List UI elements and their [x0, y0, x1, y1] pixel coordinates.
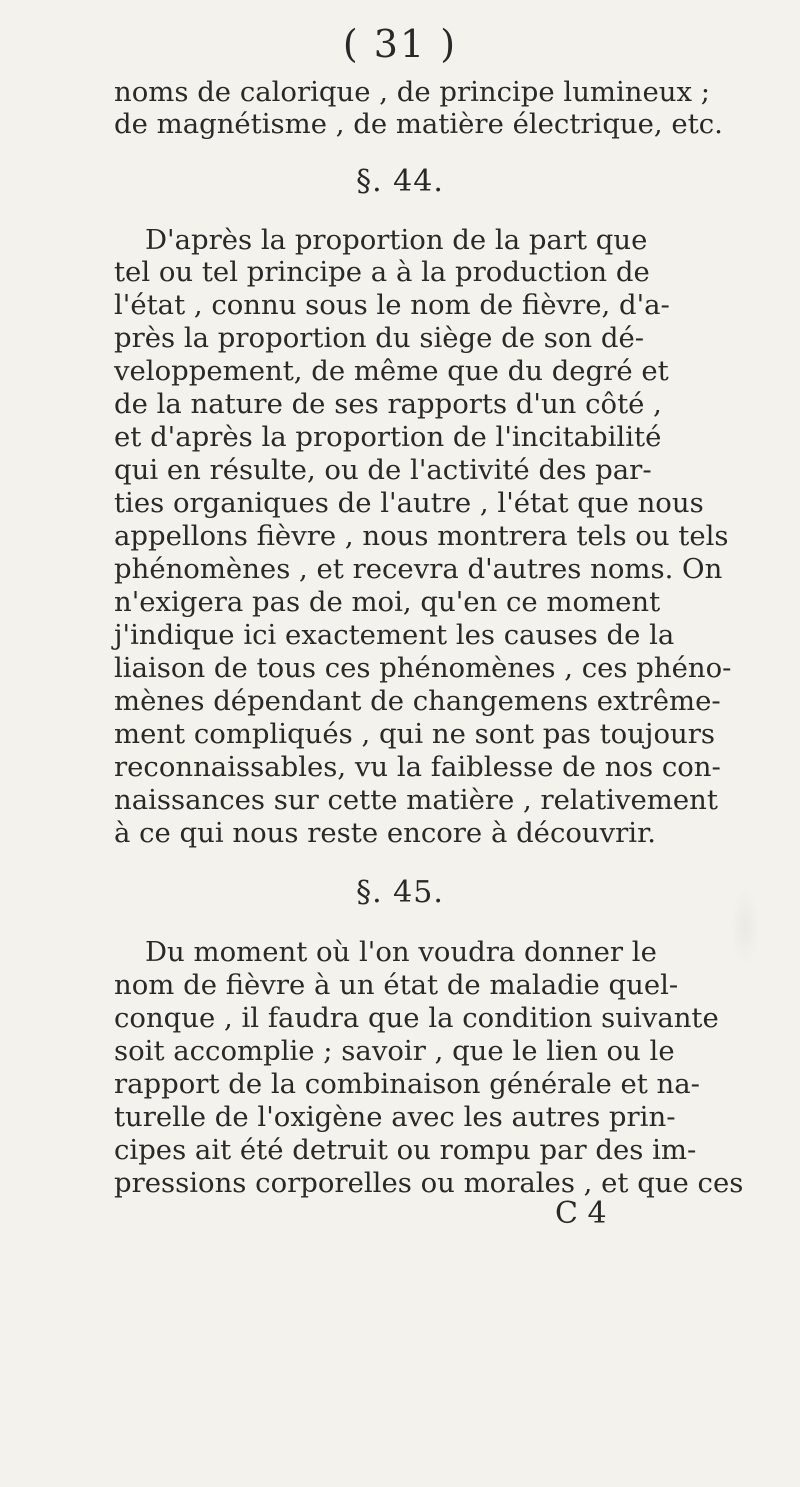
text-line: rapport de la combinaison générale et na-	[114, 1068, 700, 1100]
page-number: ( 31 )	[342, 22, 458, 66]
text-line: l'état , connu sous le nom de fièvre, d'a-	[114, 289, 670, 321]
signature-mark: C 4	[555, 1196, 607, 1231]
text-line: ties organiques de l'autre , l'état que nous	[114, 487, 704, 519]
text-line: naissances sur cette matière , relativement	[114, 784, 718, 816]
text-line: près la proportion du siège de son dé-	[114, 322, 645, 354]
text-line: noms de calorique , de principe lumineux ;	[114, 76, 711, 108]
text-line: turelle de l'oxigène avec les autres prin-	[114, 1101, 676, 1133]
text-line: n'exigera pas de moi, qu'en ce moment	[114, 586, 661, 618]
text-line: nom de fièvre à un état de maladie quel-	[114, 969, 679, 1001]
text-line: mènes dépendant de changemens extrême-	[114, 685, 721, 717]
text-line: de magnétisme , de matière électrique, etc.	[114, 108, 723, 140]
text-line: appellons fièvre , nous montrera tels ou tels	[114, 520, 729, 552]
text-line: liaison de tous ces phénomènes , ces phéno-	[114, 652, 732, 684]
text-line: et d'après la proportion de l'incitabilité	[114, 421, 662, 453]
text-line: à ce qui nous reste encore à découvrir.	[114, 817, 656, 849]
text-line: ment compliqués , qui ne sont pas toujours	[114, 718, 715, 750]
text-line: soit accomplie ; savoir , que le lien ou le	[114, 1035, 675, 1067]
text-line: Du moment où l'on voudra donner le	[145, 936, 657, 968]
text-line: j'indique ici exactement les causes de la	[114, 619, 675, 651]
text-line: qui en résulte, ou de l'activité des par-	[114, 454, 652, 486]
text-line: conque , il faudra que la condition suivante	[114, 1002, 719, 1034]
text-line: reconnaissables, vu la faiblesse de nos con-	[114, 751, 721, 783]
text-line: D'après la proportion de la part que	[145, 224, 648, 256]
paper-smudge	[730, 887, 760, 967]
section-heading-44: §. 44.	[356, 164, 444, 199]
section-heading-45: §. 45.	[356, 875, 444, 910]
text-line: cipes ait été detruit ou rompu par des im-	[114, 1134, 697, 1166]
text-line: pressions corporelles ou morales , et que ces	[114, 1167, 744, 1199]
text-line: veloppement, de même que du degré et	[114, 355, 669, 387]
text-line: de la nature de ses rapports d'un côté ,	[114, 388, 662, 420]
text-line: tel ou tel principe a à la production de	[114, 256, 650, 288]
text-line: phénomènes , et recevra d'autres noms. On	[114, 553, 723, 585]
